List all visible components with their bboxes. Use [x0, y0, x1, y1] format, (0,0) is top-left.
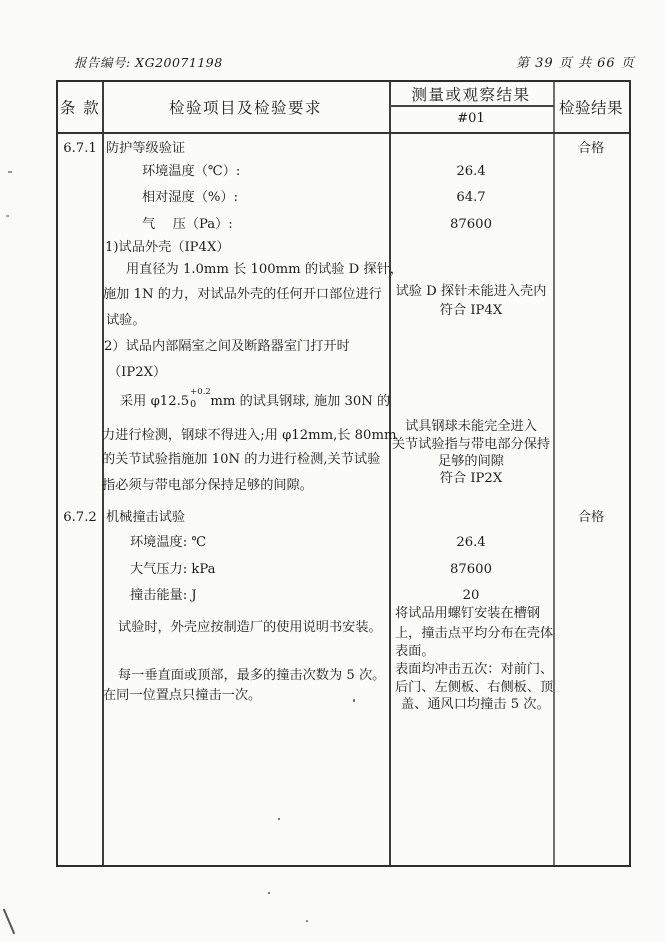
temp-value-671: 26.4	[456, 164, 486, 179]
scan-speck	[268, 892, 270, 894]
humidity-value-671: 64.7	[456, 190, 486, 205]
result-line2-672: 上，撞击点平均分布在壳体	[395, 626, 554, 641]
part2-title-671: 2）试品内部隔室之间及断路器室门打开时	[104, 339, 350, 354]
part2-line3-671: 的关节试验指施加 10N 的力进行检测,关节试验	[102, 452, 381, 467]
part1-line2-671: 施加 1N 的力，对试品外壳的任何开口部位进行	[103, 287, 382, 302]
pressure-label-672: 大气压力: kPa	[130, 562, 216, 577]
result-line4-672: 表面均冲击五次：对前门、	[395, 662, 554, 677]
temp-value-672: 26.4	[456, 535, 486, 550]
tolerance-upper: +0.2	[190, 387, 211, 397]
result-line6-672: 盖、通风口均撞击 5 次。	[401, 697, 550, 712]
item-title-671: 防护等级验证	[106, 141, 186, 156]
page-indicator: 第 39 页 共 66 页	[516, 56, 635, 71]
scan-speck	[353, 699, 355, 702]
header-clause: 条 款	[59, 99, 101, 117]
scan-speck	[278, 818, 280, 820]
part2-result1-671: 试具钢球未能完全进入	[405, 419, 537, 434]
tolerance-notation	[189, 387, 211, 410]
report-number: 报告编号: XG20071198	[74, 55, 223, 70]
part1-title-671: 1)试品外壳（IP4X）	[105, 240, 230, 255]
verdict-671: 合格	[577, 141, 605, 156]
verdict-672: 合格	[577, 510, 605, 525]
pressure-label-671: 气 压（Pa）:	[142, 217, 233, 232]
part2-title2-671: （IP2X）	[108, 365, 167, 380]
pen-stroke-mark	[3, 909, 15, 935]
part2-result4-671: 符合 IP2X	[439, 471, 503, 486]
req-line1-672: 试验时，外壳应按制造厂的使用说明书安装。	[118, 620, 382, 635]
part2-line1-671	[120, 387, 391, 410]
column-divider-verdict	[553, 82, 555, 865]
item-title-672: 机械撞击试验	[106, 510, 186, 525]
header-verdict: 检验结果	[558, 99, 623, 117]
pressure-value-672: 87600	[450, 562, 492, 577]
header-item: 检验项目及检验要求	[168, 99, 322, 117]
part2-result3-671: 足够的间隙	[438, 454, 504, 469]
scan-speck	[8, 171, 12, 173]
pressure-value-671: 87600	[450, 217, 492, 232]
energy-value-672: 20	[462, 588, 480, 603]
clause-number-672: 6.7.2	[63, 510, 97, 525]
part1-result1-671: 试验 D 探针未能进入壳内	[395, 284, 547, 299]
result-line3-672: 表面。	[395, 644, 435, 659]
part1-line1-671: 用直径为 1.0mm 长 100mm 的试验 D 探针，	[126, 262, 403, 277]
header-result: 测量或观察结果	[411, 85, 531, 104]
scan-speck	[6, 215, 9, 217]
header-divider	[58, 132, 629, 134]
part1-result2-671: 符合 IP4X	[439, 303, 503, 318]
temp-label-672: 环境温度: ℃	[130, 535, 207, 550]
req-line3-672: 在同一位置点只撞击一次。	[103, 688, 262, 703]
energy-label-672: 撞击能量: J	[130, 588, 197, 603]
part2-line4-671: 指必须与带电部分保持足够的间隙。	[102, 478, 313, 493]
tolerance-lower: 0	[190, 399, 197, 410]
clause-number-671: 6.7.1	[63, 141, 97, 156]
req-line2-672: 每一垂直面或顶部，最多的撞击次数为 5 次。	[118, 668, 386, 683]
part1-line3-671: 试验。	[106, 313, 146, 328]
result-line1-672: 将试品用螺钉安装在槽钢	[395, 606, 541, 621]
humidity-label-671: 相对湿度（%）:	[142, 190, 239, 205]
result-line5-672: 后门、左侧板、右侧板、顶	[395, 680, 554, 695]
temp-label-671: 环境温度（℃）:	[142, 164, 241, 179]
inspection-table	[56, 80, 631, 867]
part2-result2-671: 关节试验指与带电部分保持	[391, 437, 551, 452]
part2-line2-671: 力进行检测，钢球不得进入;用 φ12mm,长 80mm	[102, 428, 397, 443]
column-divider-clause	[102, 82, 104, 865]
header-sample-01: #01	[457, 111, 485, 126]
tolerance-suffix: mm 的试具钢球, 施加 30N 的	[206, 394, 391, 409]
scan-speck	[306, 920, 308, 922]
tolerance-prefix: 采用 φ12.5	[120, 394, 190, 409]
